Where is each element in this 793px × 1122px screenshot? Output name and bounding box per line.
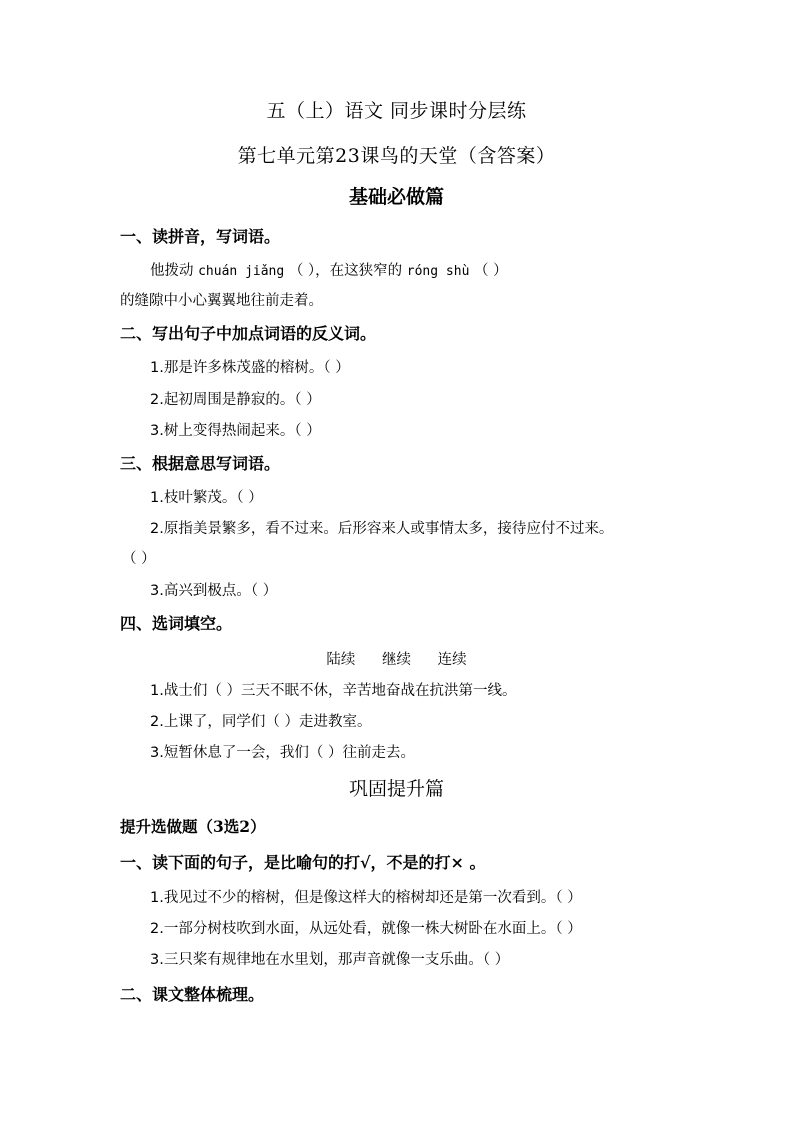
- p2-q2-title: 二、课文整体梳理。: [120, 985, 265, 1004]
- p2-q1-item-3: 3.三只桨有规律地在水里划，那声音就像一支乐曲。（ ）: [150, 952, 510, 968]
- q4-item-3: 3.短暂休息了一会，我们（ ）往前走去。: [150, 745, 415, 761]
- q3-title: 三、根据意思写词语。: [120, 454, 281, 473]
- q3-item-2-blank: （ ）: [122, 551, 156, 567]
- q4-word-bank: [0, 648, 793, 669]
- p2-q1-title: 一、读下面的句子，是比喻句的打√，不是的打× 。: [120, 853, 486, 872]
- optional-note: 提升选做题（3选2）: [120, 817, 266, 836]
- q4-word-2: 继续: [382, 652, 411, 668]
- q2-item-1: 1.那是许多株茂盛的榕树。（ ）: [150, 360, 350, 376]
- q2-item-3: 3.树上变得热闹起来。（ ）: [150, 423, 321, 439]
- q1-text-b: （ ），在这狭窄的: [288, 263, 403, 279]
- q1-text-a: 他拨动: [150, 263, 194, 279]
- q4-word-3: 连续: [437, 652, 467, 668]
- q3-item-1: 1.枝叶繁茂。（ ）: [150, 490, 263, 506]
- p2-q1-item-1: 1.我见过不少的榕树，但是像这样大的榕树却还是第一次看到。（ ）: [150, 890, 582, 906]
- q1-line1: [150, 259, 508, 280]
- q1-line2: 的缝隙中小心翼翼地往前走着。: [120, 293, 323, 309]
- p2-q1-item-2: 2.一部分树枝吹到水面，从远处看，就像一株大树卧在水面上。（ ）: [150, 921, 582, 937]
- q2-title: 二、写出句子中加点词语的反义词。: [120, 324, 377, 343]
- q1-title: 一、读拼音，写词语。: [120, 227, 281, 246]
- worksheet-title: 五（上）语文 同步课时分层练: [266, 100, 527, 122]
- q4-item-2: 2.上课了，同学们（ ）走进教室。: [150, 714, 372, 730]
- worksheet-subtitle: 第七单元第23课鸟的天堂（含答案）: [237, 145, 556, 167]
- section-advanced-heading: 巩固提升篇: [348, 778, 444, 800]
- section-basic-heading: 基础必做篇: [348, 186, 444, 208]
- q3-item-3: 3.高兴到极点。（ ）: [150, 583, 278, 599]
- q1-text-c: （ ）: [474, 263, 508, 279]
- q1-pinyin-1: chuán jiǎng: [198, 264, 285, 279]
- q3-item-2: 2.原指美景繁多，看不过来。后形容来人或事情太多，接待应付不过来。: [150, 521, 614, 537]
- q2-item-2: 2.起初周围是静寂的。（ ）: [150, 392, 321, 408]
- q4-title: 四、选词填空。: [120, 614, 233, 633]
- q1-pinyin-2: róng shù: [406, 264, 470, 279]
- q4-word-1: 陆续: [326, 652, 356, 668]
- q4-item-1: 1.战士们（ ）三天不眠不休，辛苦地奋战在抗洪第一线。: [150, 683, 517, 699]
